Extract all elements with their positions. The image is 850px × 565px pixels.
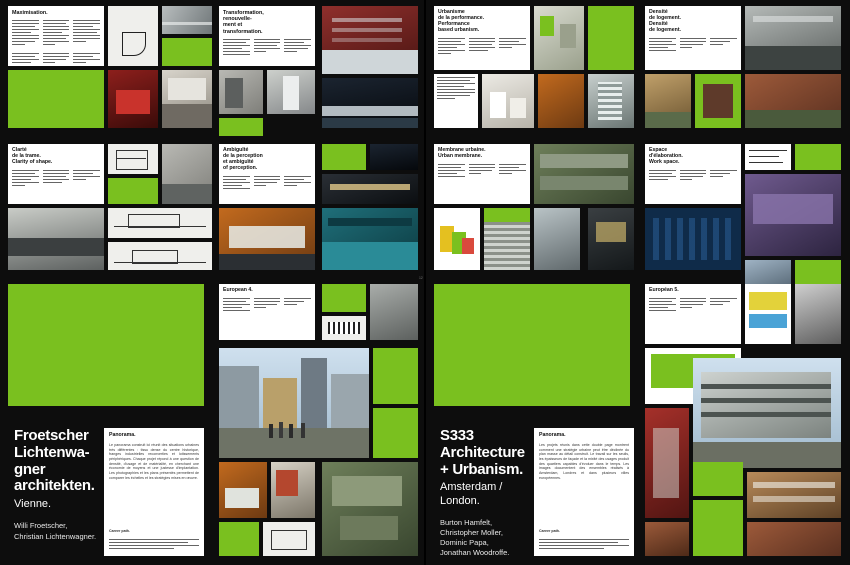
drawing-tile-elevation <box>108 242 212 270</box>
green-tile-r6 <box>693 462 743 496</box>
panorama-headline: Panorama. <box>109 432 136 438</box>
studio-title-block-right <box>440 428 532 558</box>
project-card-membrane-urbaine <box>434 144 530 204</box>
photo-tile-sky-sculpture <box>745 260 791 286</box>
photo-tile-illuminated-facade <box>322 174 418 204</box>
photo-tile-housing-block <box>645 74 691 128</box>
panorama-footer-label: Career path. <box>109 529 130 534</box>
photo-tile-living-room <box>271 462 315 518</box>
green-tile-8 <box>373 408 418 458</box>
green-tile-3 <box>219 118 263 136</box>
card-headline: Maximisation. <box>12 10 48 16</box>
project-card-transformation <box>219 6 315 66</box>
photo-tile-street-night <box>370 144 418 170</box>
green-tile-9 <box>219 522 259 556</box>
photo-tile-urban-street-people <box>219 348 369 458</box>
studio-title-block-left <box>14 428 100 542</box>
photo-tile-office-interior <box>162 70 212 128</box>
photo-tile-facade-detail <box>162 6 212 34</box>
photo-tile-bw-aerial <box>795 284 841 344</box>
drawing-tile-urban-masterplan <box>645 208 741 270</box>
studio-person-3: Dominic Papa, <box>440 538 489 548</box>
panorama-card-left <box>104 428 204 556</box>
studio-name-line3: gner <box>14 460 46 478</box>
project-card-european5 <box>645 284 741 344</box>
panorama-footer-label: Career path. <box>539 529 560 534</box>
photo-tile-orange-room <box>219 462 267 518</box>
green-panel-large-left <box>8 284 204 406</box>
card-headline: Transformation, renouvelle- ment et transformation. <box>223 10 264 35</box>
card-headline: Clarté de la trame. Clarity of shape. <box>12 147 53 165</box>
photo-tile-apartment-block <box>693 358 841 468</box>
studio-person-1: Burton Hamfelt, <box>440 517 493 527</box>
drawing-tile-small-plan <box>263 522 315 556</box>
photo-tile-red-corridor <box>645 408 689 518</box>
card-headline: Européan 5. <box>649 287 679 293</box>
project-card-maximisation <box>8 6 104 66</box>
photo-tile-night-hall <box>322 78 418 128</box>
green-tile-r1 <box>588 6 634 70</box>
photo-tile-wood-interior <box>538 74 584 128</box>
photo-tile-urban-model <box>534 6 584 70</box>
diagram-tile-colored-blocks <box>434 208 480 270</box>
card-headline: Membrane urbaine. Urban membrane. <box>438 147 486 159</box>
studio-person-2: Christian Lichtenwagner. <box>14 531 97 541</box>
photo-tile-grey-tower <box>370 284 418 340</box>
card-headline: European 4. <box>223 287 253 293</box>
panorama-body: Le panorama construit ici réunit des situations urbaines très différentes : tissu dense du centre historique, franges industrielles reconverties et lotissements périphériques. Chaque projet répond à une question de densité, d'usage et de matérialité, en cherchant une économie de moyens et une justesse d'implantation. Les photographies et les plans présentés permettent de comparer les échelles et les stratégies mises en œuvre. <box>109 442 199 480</box>
green-tile-r7 <box>693 500 743 556</box>
green-tile-5 <box>322 144 366 170</box>
panorama-card-right <box>534 428 634 556</box>
studio-name-line1: S333 <box>440 427 474 444</box>
drawing-tile-pattern <box>322 316 366 340</box>
photo-tile-grey-facade <box>162 144 212 204</box>
studio-name-line2: Lichtenwa- <box>14 443 90 461</box>
photo-tile-white-volumes <box>482 74 534 128</box>
photo-tile-aerial-blocks <box>534 144 634 204</box>
green-tile-4 <box>108 178 158 204</box>
studio-name-line1: Froetscher <box>14 427 89 444</box>
project-card-performance-urbanism <box>434 6 530 70</box>
photo-tile-glass-block <box>534 208 580 270</box>
photo-tile-perforated-facade <box>8 208 104 270</box>
photo-tile-brick-detail <box>645 522 689 556</box>
green-tile-7 <box>373 348 418 404</box>
studio-city-line1: Amsterdam / <box>440 481 503 494</box>
spread-gutter <box>424 0 426 565</box>
green-tile-6 <box>322 284 366 312</box>
green-tile-1 <box>162 38 212 66</box>
photo-tile-violet-interior <box>745 174 841 256</box>
photo-tile-red-interior <box>108 70 158 128</box>
green-tile-r3 <box>795 144 841 170</box>
photo-tile-balconies <box>747 472 841 518</box>
photo-tile-industrial-hall <box>745 6 841 70</box>
drawing-tile-siteplan <box>108 144 158 174</box>
drawing-tile-axonometry <box>108 6 158 66</box>
project-card-clarte <box>8 144 104 204</box>
photo-tile-entrance <box>219 70 263 114</box>
studio-name-line3: + Urbanism. <box>440 460 523 478</box>
project-card-european4 <box>219 284 315 340</box>
photo-tile-brick-street <box>747 522 841 556</box>
studio-city: Vienne. <box>14 498 52 511</box>
studio-name-line2: Architecture <box>440 443 525 461</box>
project-card-densite-logement <box>645 6 741 70</box>
photo-tile-orange-interior <box>219 208 315 270</box>
card-headline: Urbanisme de la performance. Performance based urbanism. <box>438 9 485 33</box>
studio-person-4: Jonathan Woodroffe. <box>440 548 510 558</box>
project-card-espace-elaboration <box>645 144 741 204</box>
photo-tile-glass-stair <box>588 74 634 128</box>
photo-tile-brick-housing <box>745 74 841 128</box>
studio-name-line4: architekten. <box>14 477 95 495</box>
green-tile-r2 <box>695 74 741 128</box>
green-tile-r5 <box>795 260 841 286</box>
card-headline: Densité de logement. Densité de logement. <box>649 9 681 33</box>
panorama-headline: Panorama. <box>539 432 566 438</box>
paper-tile-text-col <box>434 74 478 128</box>
drawing-tile-diagram-lines <box>745 144 791 170</box>
photo-tile-corridor <box>267 70 315 114</box>
green-tile-r4 <box>484 208 530 222</box>
photo-tile-red-building <box>322 6 418 74</box>
project-card-ambiguite <box>219 144 315 204</box>
green-panel-large-right <box>434 284 630 406</box>
page-number: 12 <box>419 276 423 280</box>
card-headline: Ambiguïté de la perception et ambiguïté of perception. <box>223 147 263 171</box>
photo-tile-aerial-view <box>322 462 418 556</box>
studio-person-1: Willi Froetscher, <box>14 521 68 531</box>
card-headline: Espace d'élaboration. Work space. <box>649 147 683 165</box>
photo-tile-pool-hall <box>322 208 418 270</box>
photo-tile-dark-facade <box>588 208 634 270</box>
studio-city-line2: London. <box>440 494 480 507</box>
drawing-tile-section <box>108 208 212 238</box>
green-tile-2 <box>8 70 104 128</box>
panorama-body: Les projets réunis dans cette double page montrent comment une stratégie urbaine peut être déclinée du plan masse au détail construit. Le travail sur les seuils, les épaisseurs de façade et la mixité des usages produit des quartiers capables d'évoluer dans le temps. Les images documentent des ensembles réalisés à Amsterdam, Londres et dans plusieurs villes européennes. <box>539 442 629 480</box>
studio-person-2: Christopher Moller, <box>440 527 503 537</box>
drawing-tile-color-masterplan <box>745 284 791 344</box>
